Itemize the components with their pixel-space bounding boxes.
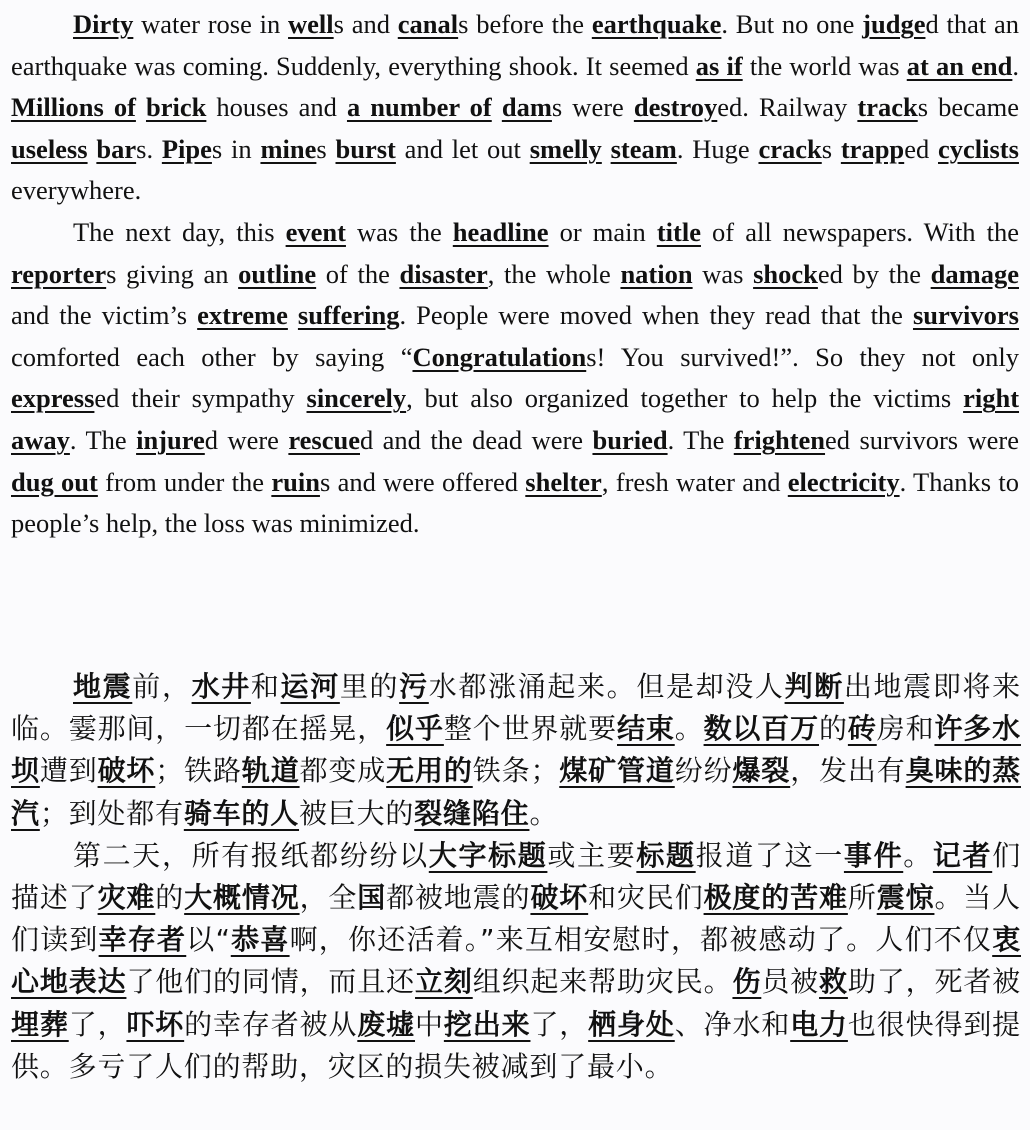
vocabulary-term: canal <box>397 9 459 39</box>
body-text: 整个世界就要 <box>443 712 617 746</box>
vocabulary-term: 栖身处 <box>588 1007 675 1041</box>
vocabulary-term: buried <box>592 424 668 455</box>
body-text: 都被地震的 <box>386 881 531 915</box>
body-text: s <box>316 133 336 164</box>
vocabulary-term: 吓坏 <box>126 1007 185 1041</box>
vocabulary-term: crack <box>758 133 822 164</box>
vocabulary-term: burst <box>335 133 396 164</box>
body-text: 们描述了 <box>11 838 1022 915</box>
vocabulary-term: 破坏 <box>97 754 156 788</box>
vocabulary-term: 结束 <box>617 712 675 746</box>
vocabulary-term: dug out <box>11 466 98 497</box>
vocabulary-term: 砖 <box>847 712 877 746</box>
vocabulary-term: cyclists <box>938 133 1019 164</box>
body-text: s <box>821 133 841 164</box>
body-text: 出地震即将来临。霎那间，一切都在摇晃， <box>11 670 1021 746</box>
vocabulary-term: shock <box>753 258 818 289</box>
body-text: 啊，你还活着。”来互相安慰时，都被感动了。人们不仅 <box>289 923 993 957</box>
vocabulary-term: 污 <box>399 670 429 703</box>
body-text: everywhere. <box>11 175 142 206</box>
vocabulary-term: survivors <box>912 300 1019 331</box>
body-text: 了他们的同情，而且还 <box>126 965 416 999</box>
body-text: 中 <box>415 1007 444 1041</box>
vocabulary-term: 数以百万 <box>703 712 820 746</box>
body-text: 水都涨涌起来。但是却没人 <box>428 670 785 703</box>
body-text: 被巨大的 <box>299 796 415 830</box>
vocabulary-term: smelly <box>529 133 602 164</box>
vocabulary-term: reporter <box>11 258 107 289</box>
vocabulary-term: 骑车的人 <box>183 796 300 830</box>
vocabulary-term: a number of <box>346 92 492 123</box>
body-text: d were <box>204 424 289 455</box>
vocabulary-term: Pipe <box>161 133 212 164</box>
english-paragraph-2 <box>11 212 1019 545</box>
vocabulary-term: mine <box>260 133 317 164</box>
body-text: , but also organized together to help the victims <box>406 383 964 414</box>
body-text: water rose in <box>133 9 289 39</box>
vocabulary-term: 挖出来 <box>443 1007 531 1041</box>
body-text: 。当人们读到 <box>11 881 1021 957</box>
vocabulary-term: 标题 <box>636 838 696 872</box>
body-text: ed. Railway <box>717 92 858 123</box>
vocabulary-term: 水井 <box>191 670 251 703</box>
body-text: 和灾民们 <box>588 881 704 915</box>
body-text: the world was <box>742 50 907 81</box>
body-text: ed survivors were <box>825 424 1019 455</box>
vocabulary-term: right away <box>11 383 1020 455</box>
vocabulary-term: 震惊 <box>876 881 935 915</box>
body-text: d and the dead were <box>360 424 593 455</box>
body-text: 报道了这一 <box>695 838 844 872</box>
vocabulary-term: sincerely <box>306 383 407 414</box>
vocabulary-term: ruin <box>271 466 320 497</box>
body-text: 。 <box>529 796 559 830</box>
body-text: . The <box>69 424 137 455</box>
body-text: 纷纷 <box>674 754 733 788</box>
bold-text: 国 <box>357 881 387 915</box>
body-text: 前， <box>132 670 192 703</box>
vocabulary-term: damage <box>930 258 1019 289</box>
body-text: ，发出有 <box>790 754 906 788</box>
vocabulary-term: outline <box>238 258 317 289</box>
vocabulary-term: nation <box>620 258 693 289</box>
body-text: from under the <box>97 466 272 497</box>
vocabulary-term: track <box>857 92 918 123</box>
body-text: 。 <box>674 712 704 746</box>
body-text: s before the <box>458 9 592 39</box>
body-text: was the <box>345 216 453 247</box>
body-text: ；到处都有 <box>39 796 184 830</box>
vocabulary-term: 许多水坝 <box>11 712 1021 788</box>
body-text: . Thanks to people’s help, the loss was minimized. <box>11 466 1019 539</box>
vocabulary-term: 臭味的蒸汽 <box>11 754 1021 830</box>
body-text: . Huge <box>676 133 759 164</box>
chinese-paragraph-1 <box>11 666 1021 835</box>
vocabulary-term: destroy <box>633 92 718 123</box>
body-text: . But no one <box>721 9 863 39</box>
body-text <box>492 92 502 122</box>
body-text: 了， <box>68 1007 127 1041</box>
vocabulary-term: 极度的苦难 <box>703 881 848 915</box>
body-text: s and were offered <box>319 466 526 497</box>
body-text: 所 <box>847 881 877 915</box>
body-text: s! You survived!”. So they not only <box>586 341 1019 372</box>
english-paragraph-1 <box>11 4 1019 212</box>
body-text: 、净水和 <box>674 1007 791 1041</box>
vocabulary-term: express <box>11 383 95 414</box>
vocabulary-term: frighten <box>733 424 826 455</box>
vocabulary-term: extreme <box>197 300 288 331</box>
vocabulary-term: injure <box>136 424 205 455</box>
vocabulary-term: steam <box>610 133 677 164</box>
vocabulary-term: 大字标题 <box>428 838 548 872</box>
body-text: , the whole <box>487 258 621 289</box>
body-text: 。 <box>903 838 933 872</box>
body-text: . <box>1012 50 1019 81</box>
vocabulary-term: 无用的 <box>386 754 473 788</box>
vocabulary-term: trapp <box>840 133 905 164</box>
vocabulary-term: rescue <box>288 424 360 455</box>
vocabulary-term: 电力 <box>790 1007 848 1041</box>
vocabulary-term: 恭喜 <box>230 923 290 957</box>
vocabulary-term: title <box>656 216 701 247</box>
body-text: s. <box>136 133 162 164</box>
vocabulary-term: 幸存者 <box>98 923 187 957</box>
body-text: 第二天，所有报纸都纷纷以 <box>73 838 429 872</box>
body-text: 遭到 <box>39 754 98 788</box>
body-text: 的 <box>155 881 185 915</box>
vocabulary-term: 大概情况 <box>184 881 300 915</box>
body-text: of the <box>316 258 400 289</box>
body-text: The next day, this <box>73 216 286 247</box>
body-text: 的 <box>819 712 848 746</box>
body-text: and let out <box>395 133 530 164</box>
body-text: s in <box>211 133 261 164</box>
vocabulary-term: useless <box>11 133 88 164</box>
body-text: , fresh water and <box>601 466 788 497</box>
body-text: 里的 <box>339 670 400 703</box>
vocabulary-term: 废墟 <box>357 1007 416 1041</box>
vocabulary-term: earthquake <box>591 9 722 39</box>
body-text: 了， <box>530 1007 589 1041</box>
vocabulary-term: shelter <box>525 466 602 497</box>
chinese-paragraph-2 <box>11 835 1021 1088</box>
vocabulary-term: 爆裂 <box>732 754 791 788</box>
body-text <box>602 134 611 164</box>
body-text: 也很快得到提供。多亏了人们的帮助，灾区的损失被减到了最小。 <box>11 1007 1021 1083</box>
body-text: s giving an <box>106 258 239 289</box>
vocabulary-term: 似乎 <box>386 712 444 746</box>
vocabulary-term: 煤矿管道 <box>559 754 675 788</box>
vocabulary-term: disaster <box>399 258 488 289</box>
vocabulary-term: 埋葬 <box>11 1007 69 1041</box>
body-text: ed their sympathy <box>94 383 307 414</box>
body-text: d that an earthquake was coming. Suddenly, everything shook. It seemed <box>11 9 1019 81</box>
body-text: houses and <box>206 92 347 123</box>
body-text <box>288 300 298 330</box>
chinese-passage <box>11 666 1021 1088</box>
vocabulary-term: Dirty <box>73 9 134 39</box>
vocabulary-term: 轨道 <box>241 754 300 788</box>
vocabulary-term: 立刻 <box>415 965 473 999</box>
body-text: . People were moved when they read that the <box>399 300 913 331</box>
body-text: 的幸存者被从 <box>184 1007 358 1041</box>
body-text: s and <box>333 9 398 39</box>
body-text: of all newspapers. With the <box>700 216 1020 247</box>
vocabulary-term: 事件 <box>843 838 904 872</box>
body-text: or main <box>548 216 657 247</box>
vocabulary-term: well <box>288 9 334 39</box>
vocabulary-term: suffering <box>297 300 400 331</box>
vocabulary-term: 灾难 <box>97 881 156 915</box>
vocabulary-term: Congratulation <box>412 341 587 372</box>
body-text: ed <box>904 133 938 164</box>
vocabulary-term: 衷心地表达 <box>11 923 1021 999</box>
body-text: 铁条； <box>472 754 560 788</box>
vocabulary-term: as if <box>695 50 743 81</box>
body-text: was <box>692 258 754 289</box>
vocabulary-term: dam <box>501 92 552 123</box>
vocabulary-term: 判断 <box>784 670 844 703</box>
vocabulary-term: 伤 <box>732 965 762 999</box>
vocabulary-term: 裂缝陷住 <box>414 796 530 830</box>
body-text: 助了，死者被 <box>847 965 1021 999</box>
vocabulary-term: Millions of <box>11 92 136 123</box>
body-text <box>136 92 146 122</box>
vocabulary-term: electricity <box>787 466 900 497</box>
vocabulary-term: judge <box>862 9 926 39</box>
body-text: and the victim’s <box>11 300 198 331</box>
vocabulary-term: bar <box>96 133 137 164</box>
body-text: comforted each other by saying “ <box>11 341 413 372</box>
vocabulary-term: at an end <box>906 50 1013 81</box>
body-text: ，全 <box>299 881 358 915</box>
vocabulary-term: event <box>285 216 346 247</box>
vocabulary-term: 救 <box>819 965 848 999</box>
body-text: 以“ <box>186 923 231 957</box>
body-text: 员被 <box>761 965 820 999</box>
vocabulary-term: brick <box>145 92 207 123</box>
body-text: s became <box>917 92 1020 123</box>
body-text: . The <box>667 424 734 455</box>
vocabulary-term: 记者 <box>932 838 993 872</box>
vocabulary-term: 破坏 <box>530 881 589 915</box>
body-text: 房和 <box>876 712 935 746</box>
body-text: s were <box>551 92 634 123</box>
body-text: 或主要 <box>547 838 637 872</box>
vocabulary-term: headline <box>452 216 549 247</box>
vocabulary-term: 地震 <box>73 670 133 703</box>
body-text: ed by the <box>817 258 931 289</box>
vocabulary-term: 运河 <box>280 670 340 703</box>
body-text: ；铁路 <box>155 754 242 788</box>
body-text: 和 <box>250 670 281 703</box>
body-text: 都变成 <box>299 754 387 788</box>
body-text: 组织起来帮助灾民。 <box>472 965 733 999</box>
english-passage <box>11 4 1019 545</box>
